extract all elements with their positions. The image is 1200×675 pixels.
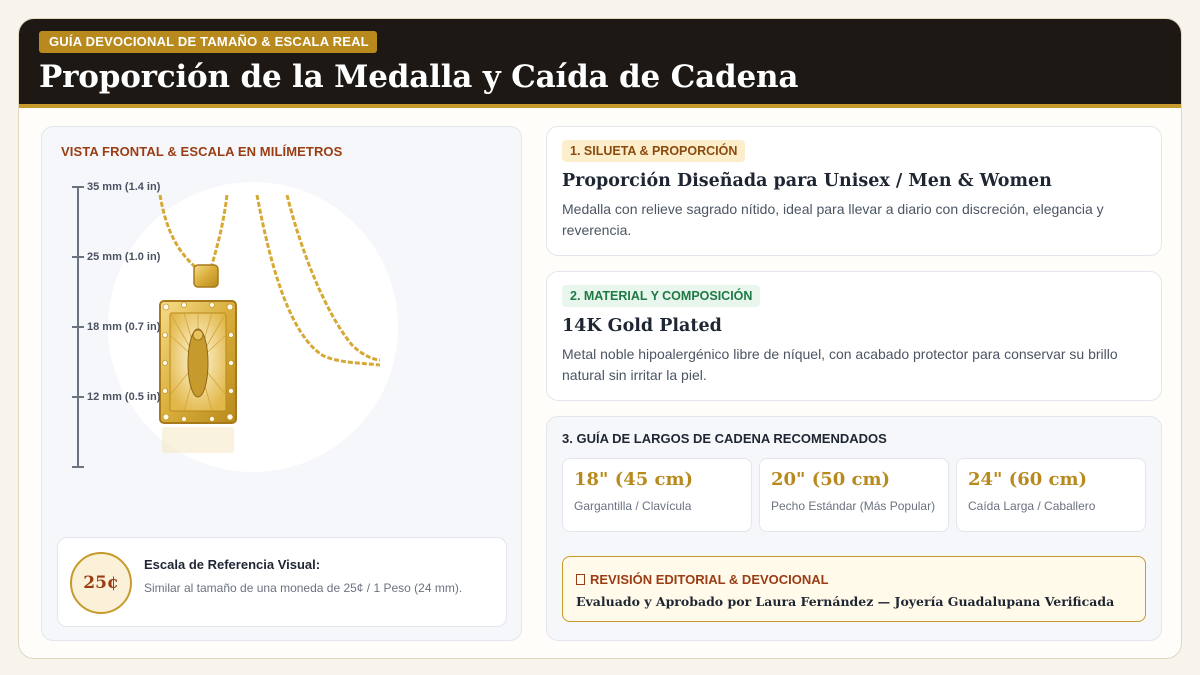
infographic-card <box>18 18 1182 659</box>
material-pill: 2. MATERIAL Y COMPOSICIÓN <box>562 285 760 307</box>
review-title <box>576 572 829 587</box>
front-view-panel <box>41 126 522 641</box>
length-value: 18" (45 cm) <box>574 469 694 490</box>
ruler-tick <box>72 396 84 398</box>
chain-length-heading: 3. GUÍA DE LARGOS DE CADENA RECOMENDADOS <box>562 431 887 446</box>
silhouette-title: Proporción Diseñada para Unisex / Men & Women <box>562 171 1052 191</box>
ruler-label: 18 mm (0.7 in) <box>87 321 161 333</box>
length-value: 20" (50 cm) <box>771 469 891 490</box>
ruler-tick <box>72 466 84 468</box>
length-card-18 <box>562 458 752 532</box>
pendant-illustration <box>122 195 382 457</box>
editorial-review-box <box>562 556 1146 622</box>
material-title: 14K Gold Plated <box>562 316 722 336</box>
coin-icon: 25¢ <box>70 552 132 614</box>
ruler-label: 12 mm (0.5 in) <box>87 391 161 403</box>
length-label: Gargantilla / Clavícula <box>574 499 692 513</box>
review-title-text: REVISIÓN EDITORIAL & DEVOCIONAL <box>590 572 829 587</box>
length-label: Pecho Estándar (Más Popular) <box>771 499 936 513</box>
ruler-label: 35 mm (1.4 in) <box>87 181 161 193</box>
silhouette-pill: 1. SILUETA & PROPORCIÓN <box>562 140 745 162</box>
pendant-photo <box>122 195 382 457</box>
coin-reference-desc: Similar al tamaño de una moneda de 25¢ / 1 Peso (24 mm). <box>144 581 463 595</box>
ruler-tick <box>72 326 84 328</box>
header-banner <box>19 19 1181 108</box>
length-label: Caída Larga / Caballero <box>968 499 1096 513</box>
ruler-tick <box>72 256 84 258</box>
length-value: 24" (60 cm) <box>968 469 1088 490</box>
review-subtitle: Evaluado y Aprobado por Laura Fernández — Joyería Guadalupana Verificada <box>576 594 1115 609</box>
material-section <box>546 271 1162 401</box>
chain-length-section <box>546 416 1162 641</box>
coin-reference-box <box>57 537 507 627</box>
coin-reference-title: Escala de Referencia Visual: <box>144 557 321 572</box>
front-view-heading: VISTA FRONTAL & ESCALA EN MILÍMETROS <box>61 144 343 159</box>
silhouette-desc: Medalla con relieve sagrado nítido, ideal para llevar a diario con discreción, elegancia y reverencia. <box>562 201 1104 238</box>
silhouette-section <box>546 126 1162 256</box>
ruler-tick <box>72 186 84 188</box>
eyebrow-label: GUÍA DEVOCIONAL DE TAMAÑO & ESCALA REAL <box>39 31 377 53</box>
ruler-label: 25 mm (1.0 in) <box>87 251 161 263</box>
page-title: Proporción de la Medalla y Caída de Cadena <box>39 59 799 95</box>
length-card-20 <box>759 458 949 532</box>
material-desc: Metal noble hipoalergénico libre de níquel, con acabado protector para conservar su brillo natural sin irritar la piel. <box>562 346 1118 383</box>
document-icon <box>576 574 585 585</box>
length-card-24 <box>956 458 1146 532</box>
